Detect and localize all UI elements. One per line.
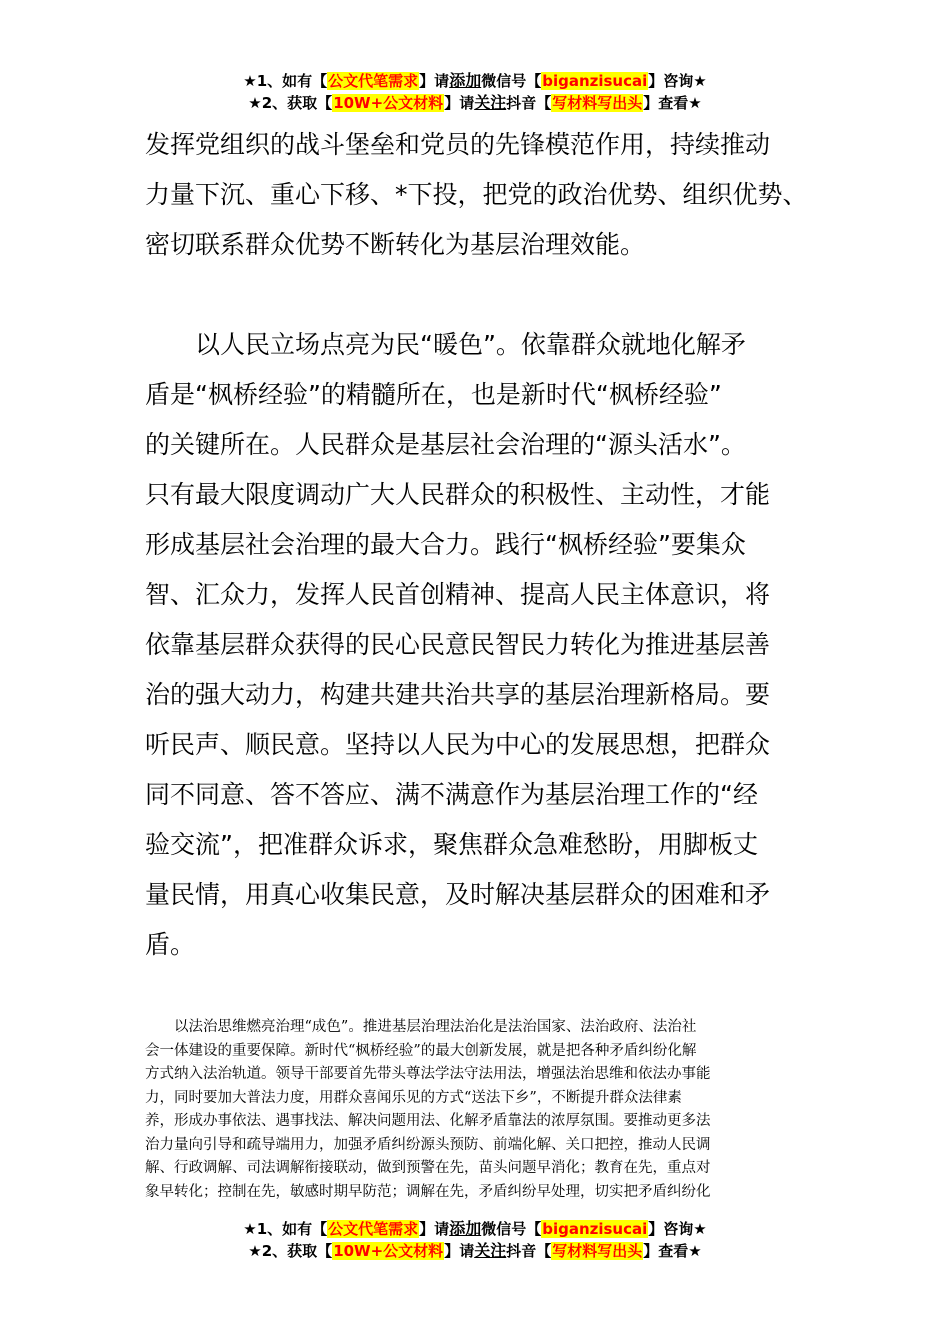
text-line: 智、汇众力，发挥人民首创精神、提高人民主体意识，将 (145, 580, 771, 609)
text-line: 听民声、顺民意。坚持以人民为中心的发展思想，把群众 (145, 730, 771, 759)
text-line: 密切联系群众优势不断转化为基层治理效能。 (145, 230, 646, 259)
text-line: 方式纳入法治轨道。领导干部要首先带头尊法学法守法用法，增强法治思维和依法办事能 (145, 1066, 711, 1082)
promo-banner-top (0, 70, 950, 114)
paragraph-3 (145, 1016, 815, 1204)
promo-line-2: ★2、获取【10W+公文材料】请关注抖音【写材料写出头】查看★ (248, 1241, 702, 1260)
highlight-douyin-id: 写材料写出头 (552, 94, 643, 112)
text-line: 治力量向引导和疏导端用力，加强矛盾纠纷源头预防、前端化解、关口把控，推动人民调 (145, 1136, 711, 1153)
text-line: 同不同意、答不答应、满不满意作为基层治理工作的“经 (145, 780, 758, 809)
promo-line-2: ★2、获取【10W+公文材料】请关注抖音【写材料写出头】查看★ (248, 93, 702, 112)
text-line: 养，形成办事依法、遇事找法、解决问题用法、化解矛盾靠法的浓厚氛围。要推动更多法 (145, 1113, 711, 1129)
highlight-service: 公文代笔需求 (328, 1220, 419, 1238)
text-line: 形成基层社会治理的最大合力。践行“枫桥经验”要集众 (145, 530, 746, 559)
text-line: 验交流”，把准群众诉求，聚焦群众急难愁盼，用脚板丈 (145, 830, 758, 859)
text-line: 力，同时要加大普法力度，用群众喜闻乐见的方式“送法下乡”，不断提升群众法律素 (145, 1089, 682, 1106)
text-line: 盾。 (145, 930, 196, 959)
highlight-service: 公文代笔需求 (328, 72, 419, 90)
highlight-materials: 10W+公文材料 (333, 1242, 444, 1260)
text-line: 发挥党组织的战斗堡垒和党员的先锋模范作用，持续推动 (145, 130, 771, 159)
text-line: 力量下沉、重心下移、*下投，把党的政治优势、组织优势、 (145, 180, 808, 209)
text-line: 治的强大动力，构建共建共治共享的基层治理新格局。要 (145, 680, 771, 709)
text-line: 解、行政调解、司法调解衔接联动，做到预警在先，苗头问题早消化；教育在先，重点对 (145, 1160, 711, 1176)
text-line: 依靠基层群众获得的民心民意民智民力转化为推进基层善 (145, 630, 771, 659)
text-line: 象早转化；控制在先，敏感时期早防范；调解在先，矛盾纠纷早处理，切实把矛盾纠纷化 (145, 1183, 711, 1200)
promo-banner-bottom (0, 1218, 950, 1262)
promo-line-1: ★1、如有【公文代笔需求】请添加微信号【biganzisucai】咨询★ (243, 71, 707, 90)
text-line: 盾是“枫桥经验”的精髓所在，也是新时代“枫桥经验” (145, 380, 722, 409)
highlight-wechat-id: biganzisucai (542, 72, 648, 90)
promo-line-1: ★1、如有【公文代笔需求】请添加微信号【biganzisucai】咨询★ (243, 1219, 707, 1238)
paragraph-2 (145, 320, 815, 970)
text-line: 会一体建设的重要保障。新时代“枫桥经验”的最大创新发展，就是把各种矛盾纠纷化解 (145, 1042, 697, 1059)
text-line: 以法治思维燃亮治理“成色”。推进基层治理法治化是法治国家、法治政府、法治社 (145, 1019, 697, 1035)
highlight-materials: 10W+公文材料 (333, 94, 444, 112)
highlight-wechat-id: biganzisucai (542, 1220, 648, 1238)
text-line: 的关键所在。人民群众是基层社会治理的“源头活水”。 (145, 430, 746, 459)
text-line: 量民情，用真心收集民意，及时解决基层群众的困难和矛 (145, 880, 771, 909)
text-line: 只有最大限度调动广大人民群众的积极性、主动性，才能 (145, 480, 771, 509)
text-line: 以人民立场点亮为民“暖色”。依靠群众就地化解矛 (145, 330, 746, 359)
paragraph-1 (145, 120, 815, 270)
highlight-douyin-id: 写材料写出头 (552, 1242, 643, 1260)
